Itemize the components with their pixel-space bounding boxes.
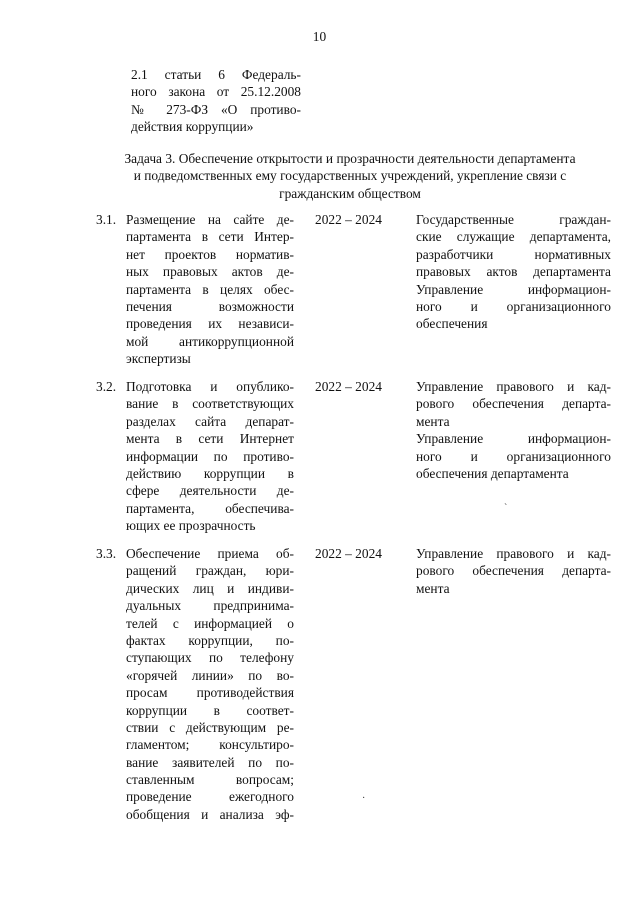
measure-line: информации по противо- — [126, 448, 294, 464]
responsible-line: разработчики нормативных — [416, 246, 611, 262]
measure-line: фактах коррупции, по- — [126, 632, 294, 648]
measure-cell — [126, 378, 294, 535]
legal-reference-block — [131, 66, 301, 136]
task-heading — [90, 150, 610, 202]
measure-line: телей с информацией о — [126, 615, 294, 631]
measure-line: ставленным вопросам; — [126, 772, 294, 788]
measure-line: проведение ежегодного — [126, 789, 294, 805]
responsible-cell — [416, 211, 611, 333]
measure-line: дических лиц и индиви- — [126, 580, 294, 596]
legal-reference-line: № 273-ФЗ «О противо- — [131, 101, 301, 117]
responsible-cell — [416, 378, 611, 482]
responsible-line: рового обеспечения департа- — [416, 396, 611, 412]
measure-line: ствии с действующим ре- — [126, 719, 294, 735]
task-heading-line: и подведомственных ему государственных учреждений, укрепление связи с — [133, 168, 567, 184]
measure-line: сфере деятельности де- — [126, 483, 294, 499]
measure-line: нет проектов норматив- — [126, 246, 294, 262]
legal-reference-line: 2.1 статьи 6 Федераль- — [131, 67, 301, 82]
measure-line: Обеспечение приема об- — [126, 546, 294, 561]
measure-line: действию коррупции в — [126, 465, 294, 481]
measure-cell — [126, 211, 294, 368]
measure-line: коррупции в соответ- — [126, 702, 294, 718]
legal-reference-line: ного закона от 25.12.2008 — [131, 84, 301, 100]
measure-line: ращений граждан, юри- — [126, 563, 294, 579]
measure-line: экспертизы — [126, 351, 191, 367]
responsible-line: Управление правового и кад- — [416, 379, 611, 394]
period-cell: 2022 – 2024 — [315, 212, 382, 227]
measure-line: партамента в сети Интер- — [126, 229, 294, 245]
measure-line: разделах сайта депарат- — [126, 413, 294, 429]
row-number: 3.2. — [96, 379, 117, 394]
measure-line: ющих ее прозрачность — [126, 518, 256, 534]
measure-line: обобщения и анализа эф- — [126, 806, 294, 822]
responsible-line: обеспечения департамента — [416, 465, 569, 481]
task-heading-line: Задача 3. Обеспечение открытости и прозрачности деятельности департамента — [124, 151, 576, 166]
scan-speck: · — [362, 793, 366, 804]
legal-reference-line: действия коррупции» — [131, 119, 254, 135]
responsible-line: Управление правового и кад- — [416, 546, 611, 561]
task-heading-line: гражданским обществом — [279, 185, 421, 201]
scan-speck: ˋ — [504, 503, 508, 514]
responsible-line: ного и организационного — [416, 298, 611, 314]
responsible-line: Государственные граждан- — [416, 212, 611, 227]
responsible-line: Управление информацион- — [416, 431, 611, 447]
measure-line: вание в соответствующих — [126, 396, 294, 412]
page-number: 10 — [312, 29, 327, 44]
responsible-line: мента — [416, 580, 450, 596]
measure-cell — [126, 545, 294, 823]
measure-line: мой антикоррупционной — [126, 333, 294, 349]
measure-line: партамента в целях обес- — [126, 281, 294, 297]
row-number: 3.3. — [96, 546, 117, 561]
responsible-line: Управление информацион- — [416, 281, 611, 297]
row-number: 3.1. — [96, 212, 117, 227]
period-cell: 2022 – 2024 — [315, 546, 382, 561]
measure-line: печения возможности — [126, 298, 294, 314]
measure-line: ступающих по телефону — [126, 650, 294, 666]
measure-line: ных правовых актов де- — [126, 264, 294, 280]
measure-line: Размещение на сайте де- — [126, 212, 294, 227]
measure-line: проведения их независи- — [126, 316, 294, 332]
measure-line: Подготовка и опублико- — [126, 379, 294, 394]
responsible-line: мента — [416, 413, 450, 429]
measure-line: дуальных предпринима- — [126, 598, 294, 614]
responsible-line: рового обеспечения департа- — [416, 563, 611, 579]
measure-line: «горячей линии» по во- — [126, 667, 294, 683]
period-cell: 2022 – 2024 — [315, 379, 382, 394]
measure-line: мента в сети Интернет — [126, 431, 294, 447]
measure-line: гламентом; консультиро- — [126, 737, 294, 753]
responsible-line: ские служащие департамента, — [416, 229, 611, 245]
measure-line: вание заявителей по по- — [126, 754, 294, 770]
measure-line: партамента, обеспечива- — [126, 500, 294, 516]
responsible-cell — [416, 545, 611, 597]
responsible-line: обеспечения — [416, 316, 488, 332]
measure-line: просам противодействия — [126, 685, 294, 701]
responsible-line: ного и организационного — [416, 448, 611, 464]
responsible-line: правовых актов департамента — [416, 264, 611, 280]
